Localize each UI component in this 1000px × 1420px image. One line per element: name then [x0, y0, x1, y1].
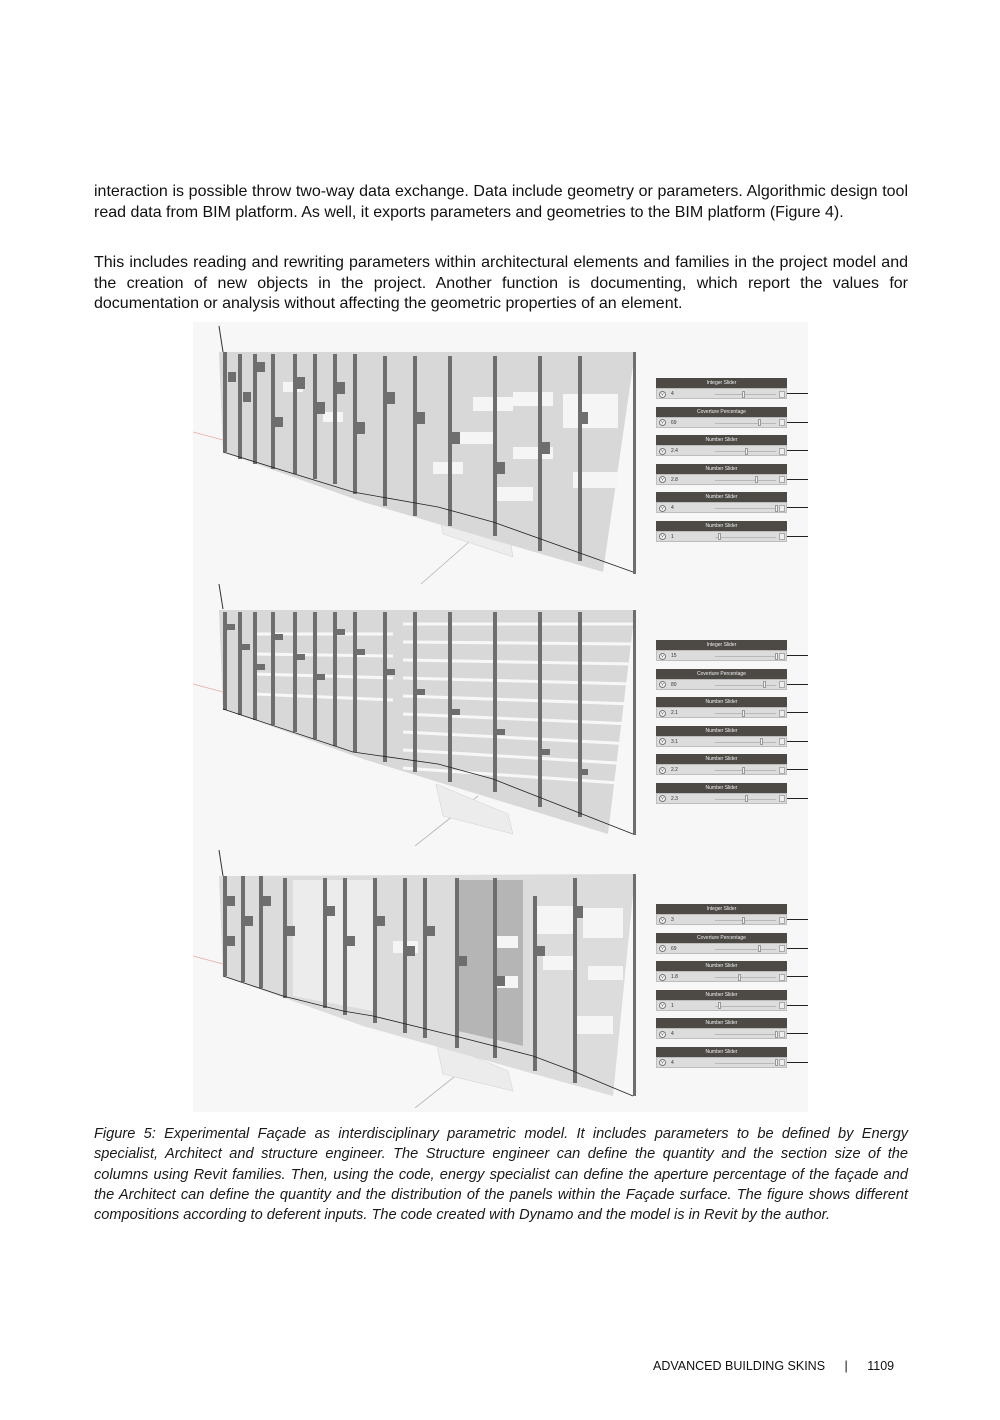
chevron-down-icon[interactable]: ˅	[659, 1002, 666, 1009]
slider-value: 80	[671, 681, 677, 688]
output-wire	[787, 479, 808, 480]
slider-thumb[interactable]	[760, 738, 763, 745]
output-wire	[787, 1005, 808, 1006]
slider-control[interactable]	[656, 679, 787, 690]
output-wire	[787, 684, 808, 685]
number-slider-node[interactable]	[656, 961, 808, 983]
chevron-down-icon[interactable]: ˅	[659, 505, 666, 512]
slider-thumb[interactable]	[718, 533, 721, 540]
slider-value: 2.1	[671, 710, 678, 716]
slider-thumb[interactable]	[775, 653, 778, 660]
output-wire	[787, 769, 808, 770]
chevron-down-icon[interactable]: ˅	[659, 795, 666, 802]
slider-thumb[interactable]	[742, 767, 745, 774]
slider-track[interactable]	[715, 537, 776, 538]
number-slider-node[interactable]	[656, 783, 808, 805]
output-port-icon	[779, 448, 785, 455]
slider-track[interactable]	[715, 742, 776, 743]
slider-control[interactable]	[656, 971, 787, 982]
number-slider-node[interactable]	[656, 378, 808, 400]
slider-title: Number Slider	[656, 961, 787, 971]
slider-value: 15	[671, 653, 677, 659]
output-port-icon	[779, 917, 785, 924]
slider-title: Coverture Percentage	[656, 933, 787, 943]
slider-title: Integer Slider	[656, 640, 787, 650]
slider-thumb[interactable]	[742, 917, 745, 924]
chevron-down-icon[interactable]: ˅	[659, 710, 666, 717]
output-wire	[787, 919, 808, 920]
slider-control[interactable]	[656, 650, 787, 661]
output-port-icon	[779, 391, 785, 398]
number-slider-node[interactable]	[656, 726, 808, 748]
slider-control[interactable]	[656, 531, 787, 542]
number-slider-node[interactable]	[656, 435, 808, 457]
slider-value: 2.3	[671, 795, 678, 802]
facade-render-2	[193, 584, 808, 846]
chevron-down-icon[interactable]: ˅	[659, 419, 666, 426]
page-footer	[653, 1359, 894, 1373]
number-slider-node[interactable]	[656, 521, 808, 543]
slider-thumb[interactable]	[745, 795, 748, 802]
number-slider-node[interactable]	[656, 492, 808, 514]
number-slider-node[interactable]	[656, 669, 808, 691]
slider-thumb[interactable]	[742, 391, 745, 398]
slider-control[interactable]	[656, 474, 787, 485]
slider-track[interactable]	[715, 770, 776, 771]
slider-thumb[interactable]	[758, 945, 761, 952]
chevron-down-icon[interactable]: ˅	[659, 738, 666, 745]
slider-control[interactable]	[656, 736, 787, 747]
slider-thumb[interactable]	[718, 1002, 721, 1009]
slider-value: 4	[671, 1031, 674, 1037]
slider-track[interactable]	[715, 1006, 776, 1007]
output-port-icon	[779, 710, 785, 717]
output-wire	[787, 422, 808, 423]
slider-title: Number Slider	[656, 521, 787, 531]
output-wire	[787, 393, 808, 394]
slider-title: Number Slider	[656, 1018, 787, 1028]
slider-thumb[interactable]	[763, 681, 766, 688]
slider-value: 1	[671, 1002, 674, 1009]
number-slider-node[interactable]	[656, 640, 808, 662]
output-wire	[787, 712, 808, 713]
slider-thumb[interactable]	[775, 505, 778, 512]
slider-title: Number Slider	[656, 783, 787, 793]
body-paragraph-2: This includes reading and rewriting parameters within architectural elements and families in the project model and the creation of new objects in the project. Another function is documenting, which report the values for documentation or analysis without affecting the geometric properties of an element.	[94, 254, 908, 312]
slider-control[interactable]	[656, 445, 787, 456]
chevron-down-icon[interactable]: ˅	[659, 1059, 666, 1066]
slider-value: 2.2	[671, 767, 678, 773]
slider-title: Number Slider	[656, 464, 787, 474]
slider-control[interactable]	[656, 707, 787, 718]
figure-5	[193, 322, 808, 1112]
chevron-down-icon[interactable]: ˅	[659, 533, 666, 540]
output-port-icon	[779, 1031, 785, 1038]
slider-track[interactable]	[715, 977, 776, 978]
page-number: 1109	[867, 1359, 895, 1373]
output-wire	[787, 1062, 808, 1063]
facade-model-image	[193, 322, 653, 584]
slider-title: Coverture Percentage	[656, 669, 787, 679]
slider-track[interactable]	[715, 949, 776, 950]
slider-thumb[interactable]	[742, 710, 745, 717]
slider-track[interactable]	[715, 713, 776, 714]
slider-value: 1.8	[671, 974, 678, 980]
slider-value: 3	[671, 917, 674, 923]
running-title: ADVANCED BUILDING SKINS	[653, 1359, 826, 1373]
output-port-icon	[779, 767, 785, 774]
chevron-down-icon[interactable]: ˅	[659, 681, 666, 688]
chevron-down-icon[interactable]: ˅	[659, 1031, 666, 1038]
slider-title: Number Slider	[656, 754, 787, 764]
output-port-icon	[779, 795, 785, 802]
slider-control[interactable]	[656, 1000, 787, 1011]
slider-value: 2.4	[671, 448, 678, 454]
chevron-down-icon[interactable]: ˅	[659, 945, 666, 952]
slider-title: Coverture Percentage	[656, 407, 787, 417]
slider-value: 69	[671, 945, 677, 952]
slider-track[interactable]	[715, 920, 776, 921]
slider-title: Number Slider	[656, 726, 787, 736]
slider-control[interactable]	[656, 793, 787, 804]
chevron-down-icon[interactable]: ˅	[659, 448, 666, 455]
slider-title: Integer Slider	[656, 904, 787, 914]
number-slider-node[interactable]	[656, 990, 808, 1012]
number-slider-node[interactable]	[656, 754, 808, 776]
slider-control[interactable]	[656, 1028, 787, 1039]
slider-control[interactable]	[656, 1057, 787, 1068]
number-slider-node[interactable]	[656, 1018, 808, 1040]
body-paragraph-1: interaction is possible throw two-way data exchange. Data include geometry or parameters. Algorithmic design tool read data from BIM platform. As well, it exports parameters and geometries to the BIM platform (Figure 4).	[94, 183, 908, 221]
slider-panel-1	[656, 378, 808, 549]
number-slider-node[interactable]	[656, 933, 808, 955]
output-port-icon	[779, 419, 785, 426]
output-wire	[787, 798, 808, 799]
slider-track[interactable]	[715, 1034, 776, 1035]
slider-thumb[interactable]	[755, 476, 758, 483]
slider-control[interactable]	[656, 764, 787, 775]
slider-control[interactable]	[656, 502, 787, 513]
slider-track[interactable]	[715, 656, 776, 657]
slider-value: 2.8	[671, 476, 678, 483]
slider-title: Number Slider	[656, 697, 787, 707]
number-slider-node[interactable]	[656, 407, 808, 429]
chevron-down-icon[interactable]: ˅	[659, 653, 666, 660]
number-slider-node[interactable]	[656, 1047, 808, 1069]
slider-thumb[interactable]	[738, 974, 741, 981]
output-wire	[787, 1033, 808, 1034]
slider-panel-3	[656, 904, 808, 1075]
chevron-down-icon[interactable]: ˅	[659, 476, 666, 483]
output-port-icon	[779, 533, 785, 540]
slider-title: Number Slider	[656, 990, 787, 1000]
output-port-icon	[779, 738, 785, 745]
output-wire	[787, 655, 808, 656]
slider-thumb[interactable]	[745, 448, 748, 455]
slider-value: 4	[671, 391, 674, 397]
output-port-icon	[779, 1002, 785, 1009]
slider-value: 4	[671, 505, 674, 511]
number-slider-node[interactable]	[656, 464, 808, 486]
slider-thumb[interactable]	[775, 1059, 778, 1066]
chevron-down-icon[interactable]: ˅	[659, 974, 666, 981]
slider-value: 69	[671, 419, 677, 426]
slider-control[interactable]	[656, 943, 787, 954]
slider-value: 1	[671, 533, 674, 540]
number-slider-node[interactable]	[656, 904, 808, 926]
slider-title: Number Slider	[656, 435, 787, 445]
output-wire	[787, 948, 808, 949]
output-port-icon	[779, 476, 785, 483]
output-wire	[787, 976, 808, 977]
output-port-icon	[779, 974, 785, 981]
chevron-down-icon[interactable]: ˅	[659, 391, 666, 398]
facade-render-3	[193, 846, 808, 1108]
number-slider-node[interactable]	[656, 697, 808, 719]
slider-value: 4	[671, 1059, 674, 1066]
slider-track[interactable]	[715, 394, 776, 395]
slider-track[interactable]	[715, 480, 776, 481]
slider-track[interactable]	[715, 685, 776, 686]
slider-title: Number Slider	[656, 492, 787, 502]
slider-control[interactable]	[656, 388, 787, 399]
slider-track[interactable]	[715, 508, 776, 509]
facade-model-image	[193, 584, 653, 846]
output-wire	[787, 741, 808, 742]
output-port-icon	[779, 505, 785, 512]
output-wire	[787, 450, 808, 451]
facade-model-image	[193, 846, 653, 1108]
output-wire	[787, 507, 808, 508]
facade-render-1	[193, 322, 808, 584]
slider-title: Number Slider	[656, 1047, 787, 1057]
slider-title: Integer Slider	[656, 378, 787, 388]
figure-caption: Figure 5: Experimental Façade as interdisciplinary parametric model. It includes parameters to be defined by Energy specialist, Architect and structure engineer. The Structure engineer can define the quantity and the section size of the columns using Revit families. Then, using the code, energy specialist can define the aperture percentage of the façade and the Architect can define the quantity and the distribution of the panels within the Façade surface. The figure shows different compositions according to deferent inputs. The code created with Dynamo and the model is in Revit by the author.	[94, 1126, 908, 1224]
chevron-down-icon[interactable]: ˅	[659, 917, 666, 924]
slider-control[interactable]	[656, 417, 787, 428]
output-port-icon	[779, 1059, 785, 1066]
chevron-down-icon[interactable]: ˅	[659, 767, 666, 774]
output-port-icon	[779, 945, 785, 952]
slider-thumb[interactable]	[758, 419, 761, 426]
slider-value: 3.1	[671, 738, 678, 745]
footer-separator: |	[844, 1359, 848, 1373]
slider-track[interactable]	[715, 1063, 776, 1064]
slider-panel-2	[656, 640, 808, 811]
output-wire	[787, 536, 808, 537]
slider-thumb[interactable]	[775, 1031, 778, 1038]
slider-track[interactable]	[715, 423, 776, 424]
slider-control[interactable]	[656, 914, 787, 925]
output-port-icon	[779, 681, 785, 688]
output-port-icon	[779, 653, 785, 660]
